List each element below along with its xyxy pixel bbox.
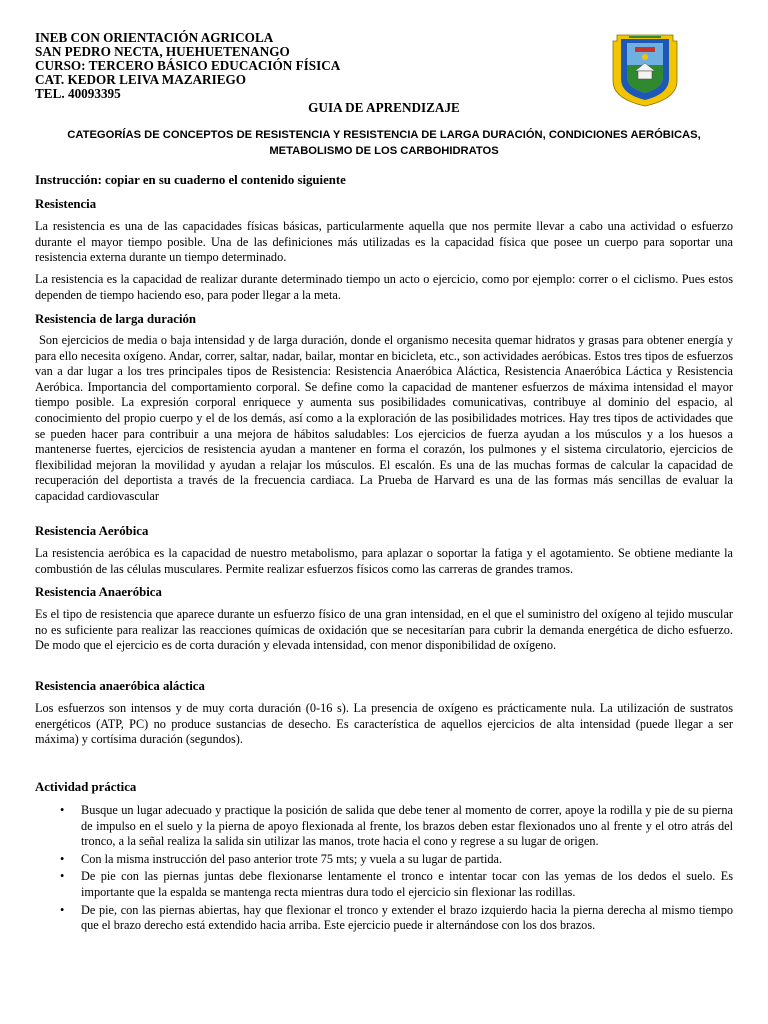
list-item-text: Con la misma instrucción del paso anterior trote 75 mts; y vuela a su lugar de partida. bbox=[81, 851, 503, 866]
category-title-line-2: METABOLISMO DE LOS CARBOHIDRATOS bbox=[269, 145, 499, 157]
heading-larga-duracion: Resistencia de larga duración bbox=[35, 312, 197, 326]
activity-list bbox=[35, 803, 733, 936]
school-crest-icon bbox=[605, 33, 685, 108]
paragraph-anaerobica: Es el tipo de resistencia que aparece durante un esfuerzo físico de una gran intensidad, en el que el suministro del oxígeno al tejido muscular no es suficiente para realizar las reacciones químicas de oxidación que se necesitarían para cubrir la demanda energética de dicho esfuerzo. De modo que el ejercicio es de corta duración y elevada intensidad, con menor disponibilidad de oxígeno. bbox=[35, 607, 733, 653]
bullet-icon: • bbox=[60, 869, 65, 884]
phone-line: TEL. 40093395 bbox=[35, 86, 121, 102]
school-header bbox=[35, 31, 340, 101]
list-item-text: Busque un lugar adecuado y practique la posición de salida que debe tener al momento de correr, apoye la rodilla y pie de su pierna de impulso en el suelo y la pierna de apoyo flexionada al frente, los brazos deben estar flexionados uno al frente y el otro atrás del tronco, a la señal realiza la salida sin utilizar las manos, trote hacia el cono y regrese a su lugar de origen. bbox=[81, 803, 733, 849]
paragraph-resistencia-1: La resistencia es una de las capacidades físicas básicas, particularmente aquella que nos permite llevar a cabo una actividad o esfuerzo durante el mayor tiempo posible. Una de las definiciones más utilizadas es la capacidad física que posee un cuerpo para soportar una resistencia externa durante un tiempo determinado. bbox=[35, 219, 733, 265]
heading-anaerobica: Resistencia Anaeróbica bbox=[35, 585, 162, 599]
list-item bbox=[35, 852, 733, 868]
guide-title: GUIA DE APRENDIZAJE bbox=[308, 100, 460, 115]
bullet-icon: • bbox=[60, 851, 65, 866]
heading-actividad-practica: Actividad práctica bbox=[35, 780, 137, 794]
list-item-text: De pie, con las piernas abiertas, hay que flexionar el tronco y extender el brazo izquierdo hacia la pierna derecha al mismo tiempo que el brazo derecho está extendido hacia arriba. Este ejercicio puede ir alternándose con los dos brazos. bbox=[81, 902, 733, 933]
instruction-line: Instrucción: copiar en su cuaderno el contenido siguiente bbox=[35, 173, 346, 187]
list-item bbox=[35, 869, 733, 900]
course-line: CURSO: TERCERO BÁSICO EDUCACIÓN FÍSICA bbox=[35, 58, 341, 74]
teacher-line: CAT. KEDOR LEIVA MAZARIEGO bbox=[35, 72, 247, 88]
paragraph-resistencia-2: La resistencia es la capacidad de realizar durante determinado tiempo un acto o ejercicio, como por ejemplo: correr o el ciclismo. Pues estos dependen de tiempo haciendo eso, para poder llegar a la meta. bbox=[35, 272, 733, 302]
list-item-text: De pie con las piernas juntas debe flexionarse lentamente el tronco e intentar tocar con las yemas de los dedos el suelo. Es importante que la espalda se mantenga recta mientras dura todo el ejercicio sin flexionar las rodillas. bbox=[81, 869, 733, 899]
list-item bbox=[35, 903, 733, 934]
bullet-icon: • bbox=[60, 803, 65, 817]
category-title-line-1: CATEGORÍAS DE CONCEPTOS DE RESISTENCIA Y RESISTENCIA DE LARGA DURACIÓN, CONDICIONES AERÓBICAS, bbox=[67, 129, 701, 141]
category-title bbox=[35, 127, 733, 159]
bullet-icon: • bbox=[60, 902, 65, 917]
paragraph-aerobica: La resistencia aeróbica es la capacidad de nuestro metabolismo, para aplazar o soportar la fatiga y el agotamiento. Se obtiene mediante la combustión de las células musculares. Permite realizar esfuerzos físicos como las carreras de grandes tramos. bbox=[35, 546, 733, 576]
paragraph-alactica: Los esfuerzos son intensos y de muy corta duración (0-16 s). La presencia de oxígeno es prácticamente nula. La utilización de sustratos energéticos (ATP, PC) no produce sustancias de desecho. Es característica de aquellos ejercicios de alta intensidad (puede llegar a ser máxima) y cortísima duración (segundos). bbox=[35, 701, 733, 747]
paragraph-larga-duracion: Son ejercicios de media o baja intensidad y de larga duración, donde el organismo necesita quemar hidratos y grasas para obtener energía y para ello necesita oxígeno. Andar, correr, saltar, nadar, bailar, montar en bicicleta, etc., son actividades aeróbicas. Estos tres tipos de esfuerzos van a dar lugar a los tres principales tipos de Resistencia: Resistencia Anaeróbica Aláctica, Resistencia Anaeróbica Láctica y Resistencia Aeróbica. Importancia del comportamiento corporal. Se define como la capacidad de mantener esfuerzos de máxima intensidad el mayor tiempo posible. La expresión corporal enriquece y aumenta sus posibilidades comunicativas, contribuye al dominio del espacio, al conocimiento del propio cuerpo y el de los demás, así como a la exploración de las posibilidades motrices. Hay tres tipos de actividades que se pueden hacer para contribuir a una mejora de hábitos saludables: Los ejercicios de fuerza ayudan a los músculos y a los huesos a mantenerse fuertes, ejercicios de resistencia ayudan a mantener en forma el corazón, los pulmones y el sistema circulatorio, ejercicios de flexibilidad mejoran la movilidad y ayudan a relajar los músculos. El escalón. Es una de las muchas formas de calcular la capacidad de recuperación del deportista a través de la frecuencia cardiaca. La Prueba de Harvard es una de las formas más sencillas de evaluar la capacidad cardiovascular bbox=[35, 333, 733, 503]
list-item bbox=[35, 803, 733, 850]
school-name: INEB CON ORIENTACIÓN AGRICOLA bbox=[35, 30, 274, 45]
heading-alactica: Resistencia anaeróbica aláctica bbox=[35, 679, 205, 693]
heading-aerobica: Resistencia Aeróbica bbox=[35, 524, 149, 538]
heading-resistencia: Resistencia bbox=[35, 197, 97, 211]
school-location: SAN PEDRO NECTA, HUEHUETENANGO bbox=[35, 44, 290, 60]
